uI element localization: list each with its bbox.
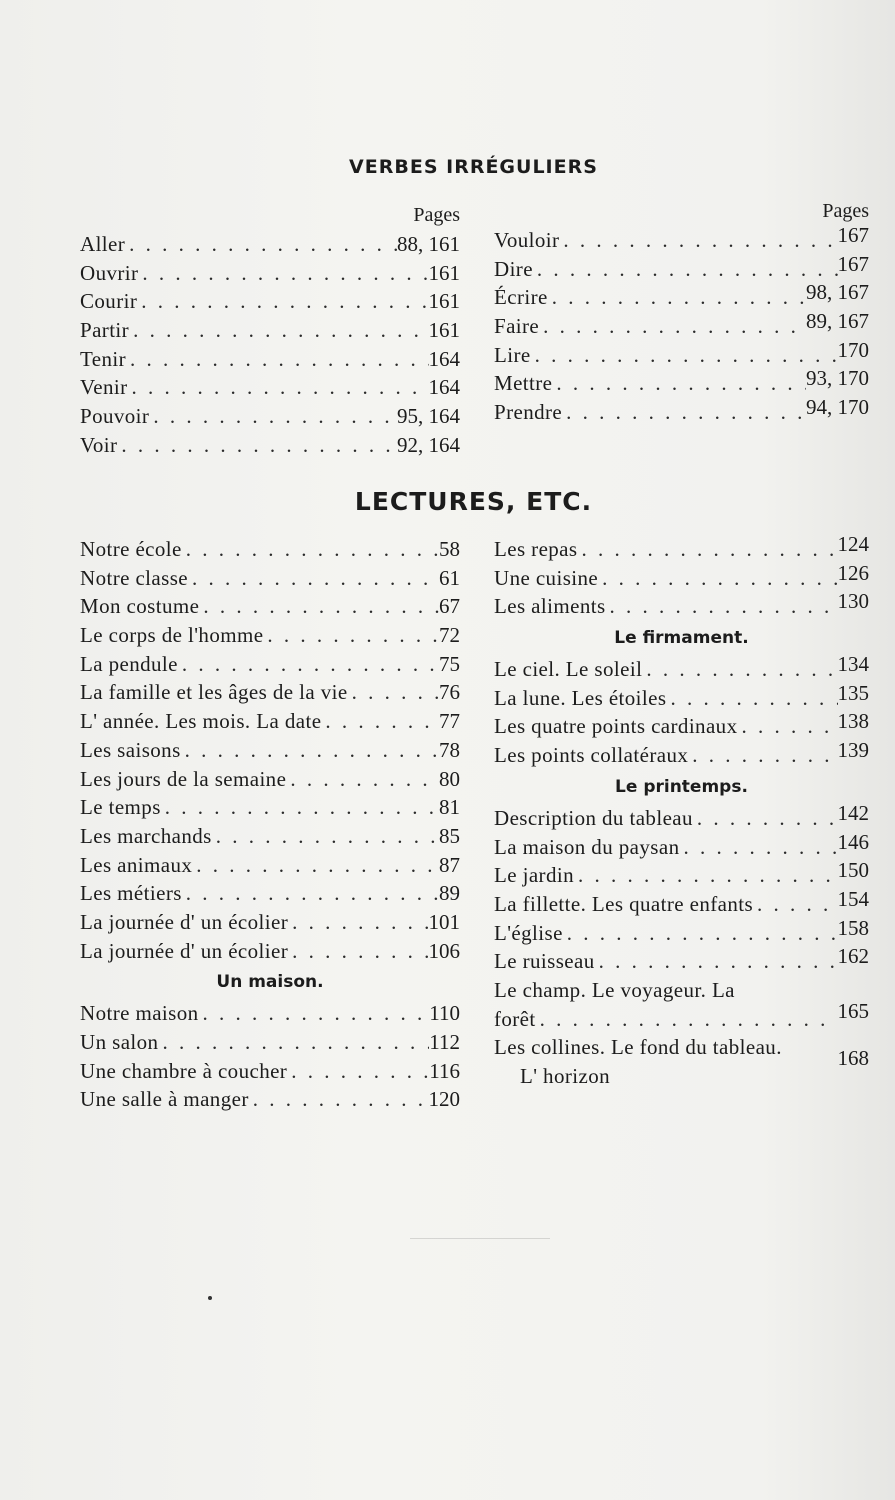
dot-leader: [158, 1028, 429, 1057]
toc-entry-label: La journée d' un écolier: [80, 909, 289, 934]
dot-leader: [192, 851, 439, 880]
dot-leader: [126, 345, 428, 374]
dot-leader: [287, 1057, 429, 1086]
dot-leader: [679, 833, 837, 862]
dot-leader: [125, 230, 397, 259]
dot-leader: [263, 621, 439, 650]
dot-leader: [212, 822, 439, 851]
toc-entry-label: Les marchands: [80, 823, 212, 848]
toc-entry: [80, 707, 460, 736]
toc-entry-page: 170: [837, 340, 869, 362]
faint-rule: [410, 1238, 550, 1239]
toc-entry-label: Le ruisseau: [494, 949, 595, 974]
toc-entry-label: Venir: [80, 375, 128, 400]
toc-entry-page: 161: [428, 318, 460, 343]
toc-entry-page: 146: [837, 832, 869, 854]
dot-leader: [642, 655, 837, 684]
toc-entry: [494, 861, 869, 890]
dot-leader: [595, 947, 838, 976]
toc-entry-label: Une salle à manger: [80, 1087, 249, 1112]
toc-entry: [494, 341, 869, 370]
toc-entry-label: Ouvrir: [80, 260, 139, 285]
toc-entry: [494, 255, 869, 284]
toc-entry-page: 138: [837, 712, 869, 734]
toc-entry-label: Les quatre points cardinaux: [494, 714, 738, 739]
toc-entry: [80, 402, 460, 431]
toc-entry-page: 72: [439, 623, 460, 648]
dot-leader: [574, 861, 838, 890]
toc-entry: [80, 345, 460, 374]
toc-entry-page: 78: [439, 737, 460, 762]
toc-entry-label: Les saisons: [80, 737, 181, 762]
toc-entry-page: 150: [837, 861, 869, 883]
toc-entry-label: Les aliments: [494, 594, 606, 619]
toc-entry: [494, 535, 869, 564]
dot-leader: [737, 712, 837, 741]
toc-entry: [494, 369, 869, 398]
dot-leader: [606, 592, 838, 621]
toc-entry-page: 80: [439, 766, 460, 791]
toc-entry: [80, 650, 460, 679]
dot-leader: [129, 316, 428, 345]
toc-entry-label: Le champ. Le voyageur. La: [494, 977, 735, 1002]
verbes-left-column: [80, 200, 460, 460]
toc-entry-label: forêt: [494, 1006, 536, 1031]
toc-entry-page: 139: [837, 741, 869, 763]
toc-entry: [80, 230, 460, 259]
toc-entry: [80, 678, 460, 707]
toc-entry-page: 164: [428, 375, 460, 400]
dot-leader: [536, 1005, 838, 1034]
dot-leader: [688, 741, 837, 770]
toc-entry-page: 77: [439, 709, 460, 734]
dot-leader: [577, 535, 837, 564]
toc-entry: [494, 592, 869, 621]
dot-leader: [562, 398, 806, 427]
toc-entry: [80, 621, 460, 650]
toc-entry: [494, 684, 869, 713]
pages-label-right: Pages: [822, 200, 869, 222]
dot-leader: [182, 535, 439, 564]
toc-entry-label: Mettre: [494, 371, 553, 396]
toc-entry-label: Les points collatéraux: [494, 743, 689, 768]
toc-entry-label: Une chambre à coucher: [80, 1058, 288, 1083]
toc-entry: [494, 712, 869, 741]
dot-leader: [753, 890, 837, 919]
firmament-subheading: Le firmament.: [614, 628, 749, 649]
toc-entry-label: La fillette. Les quatre enfants: [494, 891, 754, 916]
toc-entry-label: Les repas: [494, 537, 578, 561]
toc-entry-label: Notre maison: [80, 1001, 199, 1026]
toc-entry-label: Les animaux: [80, 852, 193, 877]
toc-entry-label: Notre école: [80, 537, 182, 561]
toc-entry: [80, 431, 460, 460]
toc-entry: [494, 947, 869, 976]
toc-entry: [494, 655, 869, 684]
toc-entry: [494, 890, 869, 919]
toc-entry: [80, 793, 460, 822]
toc-entry-page: 94, 170: [806, 398, 869, 420]
toc-entry: [494, 564, 869, 593]
toc-entry-page: 89, 167: [806, 312, 869, 334]
toc-entry-label: La lune. Les étoiles: [494, 685, 667, 710]
toc-entry-page: 85: [439, 823, 460, 848]
toc-entry-label: L'église: [494, 920, 563, 945]
toc-entry-label: Le ciel. Le soleil: [494, 657, 643, 682]
toc-entry-page: 87: [439, 852, 460, 877]
toc-entry-label: L' année. Les mois. La date: [80, 709, 322, 734]
toc-entry: [494, 833, 869, 862]
toc-entry: [80, 999, 460, 1028]
dot-leader: [199, 592, 439, 621]
toc-entry-page: 120: [428, 1087, 460, 1112]
lectures-right-column: [494, 535, 869, 1091]
dot-leader: [128, 373, 429, 402]
toc-entry-page: 101: [428, 909, 460, 934]
toc-entry: [494, 283, 869, 312]
toc-entry-label: Mon costume: [80, 594, 200, 619]
toc-entry-page: 95, 164: [397, 404, 460, 429]
toc-entry-page: 88, 161: [397, 232, 460, 256]
toc-entry: [80, 879, 460, 908]
toc-entry-label: Aller: [80, 232, 126, 256]
dot-leader: [188, 564, 439, 593]
toc-entry-label: Tenir: [80, 346, 127, 371]
toc-entry-page: 126: [837, 563, 869, 585]
toc-entry-page: 130: [837, 592, 869, 614]
dot-leader: [138, 259, 428, 288]
toc-entry-page: 167: [837, 254, 869, 276]
toc-entry: [80, 736, 460, 765]
dot-leader: [249, 1085, 429, 1114]
toc-entry: [494, 741, 869, 770]
dot-leader: [321, 707, 439, 736]
pages-label-left: Pages: [413, 204, 460, 226]
toc-entry-label: Courir: [80, 289, 138, 314]
toc-entry-label: Vouloir: [494, 228, 560, 252]
toc-entry-page: 165: [837, 998, 869, 1023]
toc-entry-page: 81: [439, 795, 460, 820]
toc-entry-page: 168: [837, 1046, 869, 1071]
toc-entry-page: 154: [837, 889, 869, 911]
toc-entry-label: Une cuisine: [494, 565, 599, 590]
toc-entry-page: 58: [439, 537, 460, 561]
toc-entry-label: Les collines. Le fond du tableau.: [494, 1035, 782, 1060]
toc-entry-label: Le jardin: [494, 863, 574, 888]
toc-entry: [494, 398, 869, 427]
dot-leader: [181, 736, 439, 765]
toc-entry: [80, 535, 460, 564]
dot-leader: [288, 908, 428, 937]
toc-entry-label: L' horizon: [520, 1064, 611, 1089]
toc-entry-page: 162: [837, 947, 869, 969]
toc-entry: [80, 564, 460, 593]
toc-entry: [80, 287, 460, 316]
toc-entry-label: Partir: [80, 318, 130, 343]
dot-leader: [348, 678, 439, 707]
toc-entry-page: 161: [428, 260, 460, 285]
toc-entry-label: Les jours de la semaine: [80, 766, 287, 791]
dot-leader: [149, 402, 397, 431]
verbes-irreguliers-heading: VERBES IRRÉGULIERS: [349, 156, 598, 178]
dot-leader: [199, 999, 430, 1028]
dot-leader: [552, 369, 806, 398]
toc-entry-page: 161: [428, 289, 460, 314]
toc-entry-page: 98, 167: [806, 283, 869, 305]
toc-entry-collines: [494, 1033, 869, 1090]
toc-entry-label: Notre classe: [80, 565, 189, 590]
toc-entry-label: Lire: [494, 342, 531, 367]
toc-entry-label: Faire: [494, 314, 540, 339]
toc-entry-label: Les métiers: [80, 881, 182, 906]
toc-entry: [80, 259, 460, 288]
dot-leader: [182, 879, 439, 908]
toc-entry: [80, 937, 460, 966]
toc-entry-label: Pouvoir: [80, 404, 150, 429]
toc-entry-page: 158: [837, 918, 869, 940]
toc-entry: [80, 592, 460, 621]
dot-leader: [178, 650, 439, 679]
toc-entry-page: 76: [439, 680, 460, 705]
dot-leader: [288, 937, 428, 966]
dot-leader: [693, 804, 838, 833]
toc-entry-page: 61: [439, 565, 460, 590]
toc-entry: [80, 851, 460, 880]
toc-entry: [80, 373, 460, 402]
toc-entry-label: Prendre: [494, 400, 563, 425]
toc-entry-label: Le corps de l'homme: [80, 623, 264, 648]
dot-leader: [533, 255, 838, 284]
dot-leader: [548, 283, 806, 312]
toc-entry: [80, 1057, 460, 1086]
toc-entry: [80, 908, 460, 937]
toc-entry-page: 110: [429, 1001, 460, 1026]
toc-entry: [494, 312, 869, 341]
dot-leader: [161, 793, 439, 822]
lectures-heading: LECTURES, ETC.: [354, 487, 593, 516]
toc-entry-page: 167: [837, 226, 869, 247]
toc-entry: [80, 1028, 460, 1057]
dot-leader: [286, 765, 439, 794]
dot-leader: [137, 287, 428, 316]
toc-entry: [494, 919, 869, 948]
toc-entry-page: 93, 170: [806, 369, 869, 391]
dot-leader: [563, 919, 838, 948]
toc-entry: [80, 765, 460, 794]
dot-leader: [559, 226, 837, 255]
toc-entry-label: Dire: [494, 256, 533, 281]
toc-entry-page: 116: [429, 1058, 460, 1083]
toc-entry-label: Voir: [80, 432, 118, 457]
verbes-right-column: [494, 196, 869, 427]
toc-entry: [494, 226, 869, 255]
dot-leader: [539, 312, 806, 341]
dot-leader: [117, 431, 397, 460]
toc-entry-page: 75: [439, 651, 460, 676]
toc-entry-label: Le temps: [80, 795, 161, 820]
toc-entry-page: 135: [837, 683, 869, 705]
dot-leader: [531, 341, 838, 370]
lectures-left-column: [80, 535, 460, 1114]
ink-speck: [208, 1296, 212, 1300]
toc-entry-label: Écrire: [494, 285, 548, 310]
toc-entry-label: La pendule: [80, 651, 178, 676]
toc-entry-page: 89: [439, 881, 460, 906]
toc-entry-page: 164: [428, 346, 460, 371]
toc-entry: [494, 804, 869, 833]
toc-entry-page: 67: [439, 594, 460, 619]
toc-entry: [80, 316, 460, 345]
toc-entry-champ: [494, 976, 869, 1033]
dot-leader: [598, 564, 837, 593]
toc-entry-label: Description du tableau: [494, 805, 693, 830]
toc-entry-page: 92, 164: [397, 432, 460, 457]
toc-entry-label: Un salon: [80, 1030, 159, 1054]
printemps-subheading: Le printemps.: [615, 776, 748, 797]
toc-entry-page: 124: [837, 535, 869, 556]
toc-entry-page: 142: [837, 803, 869, 825]
toc-entry-label: La maison du paysan: [494, 834, 680, 859]
toc-entry-page: 106: [428, 938, 460, 963]
toc-entry: [80, 1085, 460, 1114]
toc-entry-page: 134: [837, 655, 869, 677]
toc-entry-label: La journée d' un écolier: [80, 938, 289, 963]
dot-leader: [666, 684, 837, 713]
toc-entry-page: 112: [429, 1030, 460, 1054]
toc-entry-label: La famille et les âges de la vie: [80, 680, 348, 705]
toc-entry: [80, 822, 460, 851]
un-maison-subheading: Un maison.: [216, 972, 324, 993]
